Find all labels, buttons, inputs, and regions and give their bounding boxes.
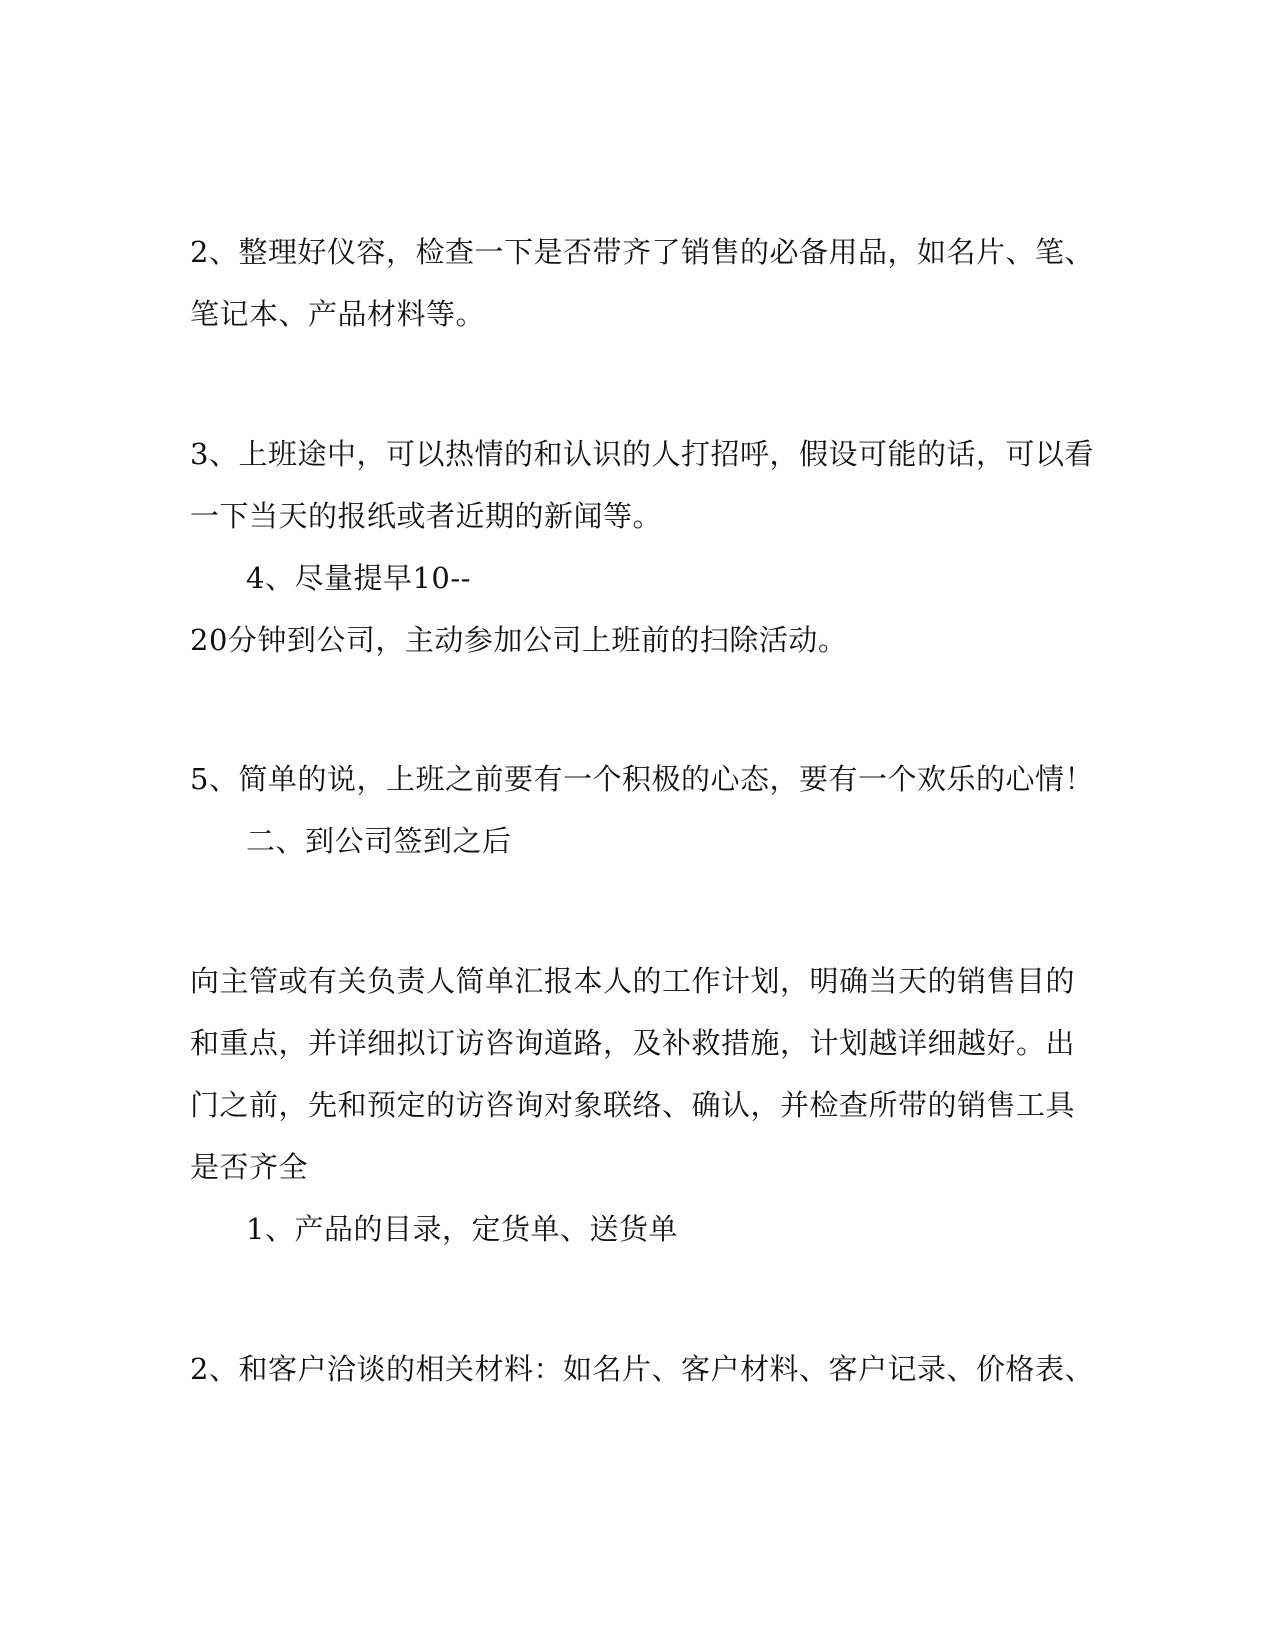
text-line: 2、整理好仪容，检查一下是否带齐了销售的必备用品，如名片、笔、 (190, 235, 1094, 269)
text-line: 是否齐全 (190, 1150, 309, 1184)
text-line: 20分钟到公司，主动参加公司上班前的扫除活动。 (190, 623, 848, 657)
text-line: 2、和客户洽谈的相关材料：如名片、客户材料、客户记录、价格表、 (190, 1352, 1094, 1386)
text-line: 4、尽量提早10-- (246, 561, 471, 595)
text-line: 和重点，并详细拟订访咨询道路，及补救措施，计划越详细越好。出 (190, 1026, 1076, 1060)
text-line: 1、产品的目录，定货单、送货单 (246, 1212, 678, 1246)
section-heading: 二、到公司签到之后 (246, 824, 512, 858)
text-line: 笔记本、产品材料等。 (190, 297, 486, 331)
text-line: 5、简单的说，上班之前要有一个积极的心态，要有一个欢乐的心情！ (190, 762, 1094, 796)
text-line: 向主管或有关负责人简单汇报本人的工作计划，明确当天的销售目的 (190, 964, 1076, 998)
text-line: 3、上班途中，可以热情的和认识的人打招呼，假设可能的话，可以看 (190, 437, 1094, 471)
text-line: 一下当天的报纸或者近期的新闻等。 (190, 499, 663, 533)
text-line: 门之前，先和预定的访咨询对象联络、确认，并检查所带的销售工具 (190, 1088, 1076, 1122)
